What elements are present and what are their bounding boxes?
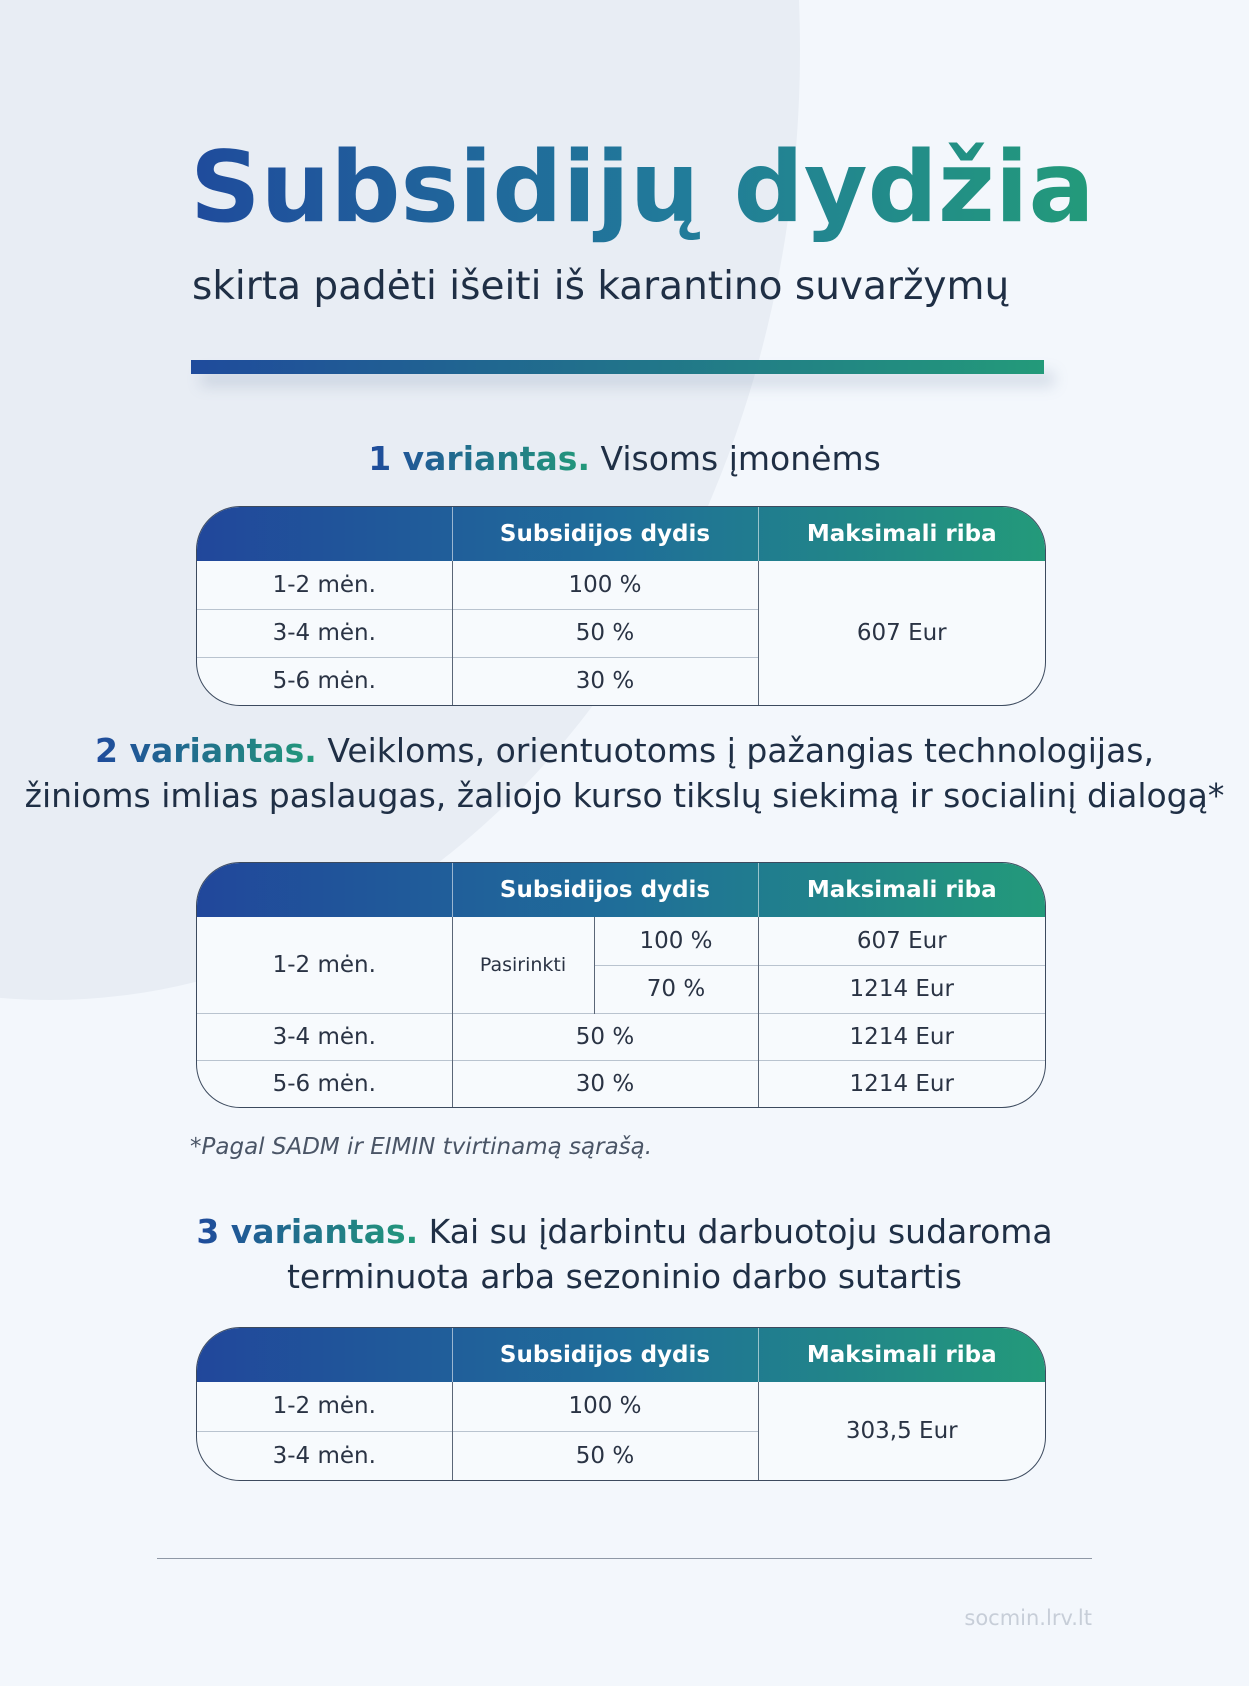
limit-cell: 1214 Eur [758,1060,1045,1107]
max-limit-cell: 607 Eur [758,561,1045,705]
period-cell: 1-2 mėn. [272,1393,376,1420]
limit-cell: 607 Eur [758,917,1045,965]
table-row [197,917,1045,965]
limit-cell: 1214 Eur [758,1013,1045,1060]
header-cell-size: Subsidijos dydis [452,507,758,561]
size-cell: 100 % [452,1382,758,1431]
table-header-row [197,1328,1045,1382]
variant2-description-line1: Veikloms, orientuotoms į pažangias technologijas, [327,731,1154,770]
variant3-label: 3 variantas. [196,1212,419,1251]
period-cell: 1-2 mėn. [272,951,376,978]
footer-site-link[interactable]: socmin.lrv.lt [964,1606,1092,1630]
choice-cell: Pasirinkti [452,917,594,1013]
table-row [197,561,1045,609]
size-cell: 30 % [452,657,758,705]
variant2-description-line2: žinioms imlias paslaugas, žaliojo kurso tikslų siekimą ir socialinį dialogą* [24,776,1225,815]
max-limit-cell: 303,5 Eur [758,1382,1045,1480]
period-cell: 3-4 mėn. [197,1431,452,1480]
variant2-heading [0,728,1249,818]
variant3-table [196,1327,1046,1481]
variant1-heading [0,436,1249,481]
variant3-heading [0,1209,1249,1299]
header-cell-limit: Maksimali riba [758,863,1045,917]
variant2-label: 2 variantas. [95,731,317,770]
variant1-description: Visoms įmonėms [600,439,881,478]
header-cell-size: Subsidijos dydis [452,863,758,917]
period-cell: 3-4 mėn. [197,609,452,657]
size-cell: 100 % [594,917,758,965]
page-title: Subsidijų dydžiai [190,128,1090,248]
size-cell: 50 % [452,609,758,657]
size-cell: 50 % [452,1013,758,1060]
size-cell: 50 % [452,1431,758,1480]
table-header-row [197,507,1045,561]
table-row [197,1382,1045,1431]
limit-cell: 1214 Eur [758,965,1045,1013]
period-cell: 5-6 mėn. [197,657,452,705]
header-cell-period [197,863,452,917]
period-cell: 1-2 mėn. [272,571,376,598]
header-cell-period [197,507,452,561]
size-cell: 100 % [452,561,758,609]
size-cell: 70 % [594,965,758,1013]
period-cell: 5-6 mėn. [197,1060,452,1107]
size-cell: 30 % [452,1060,758,1107]
header-cell-limit: Maksimali riba [758,1328,1045,1382]
footer-divider [157,1558,1092,1559]
variant1-table [196,506,1046,706]
variant3-description-line1: Kai su įdarbintu darbuotoju sudaroma [428,1212,1053,1251]
page-subtitle: skirta padėti išeiti iš karantino suvaržymų [192,264,1010,309]
title-divider [191,360,1044,374]
header-cell-period [197,1328,452,1382]
footnote: *Pagal SADM ir EIMIN tvirtinamą sąrašą. [190,1134,653,1160]
header-cell-size: Subsidijos dydis [452,1328,758,1382]
table-row [197,1013,1045,1060]
header-cell-limit: Maksimali riba [758,507,1045,561]
period-cell: 3-4 mėn. [197,1013,452,1060]
table-header-row [197,863,1045,917]
variant1-label: 1 variantas. [368,439,590,478]
table-row [197,1060,1045,1107]
variant2-table [196,862,1046,1108]
variant3-description-line2: terminuota arba sezoninio darbo sutartis [286,1257,963,1296]
